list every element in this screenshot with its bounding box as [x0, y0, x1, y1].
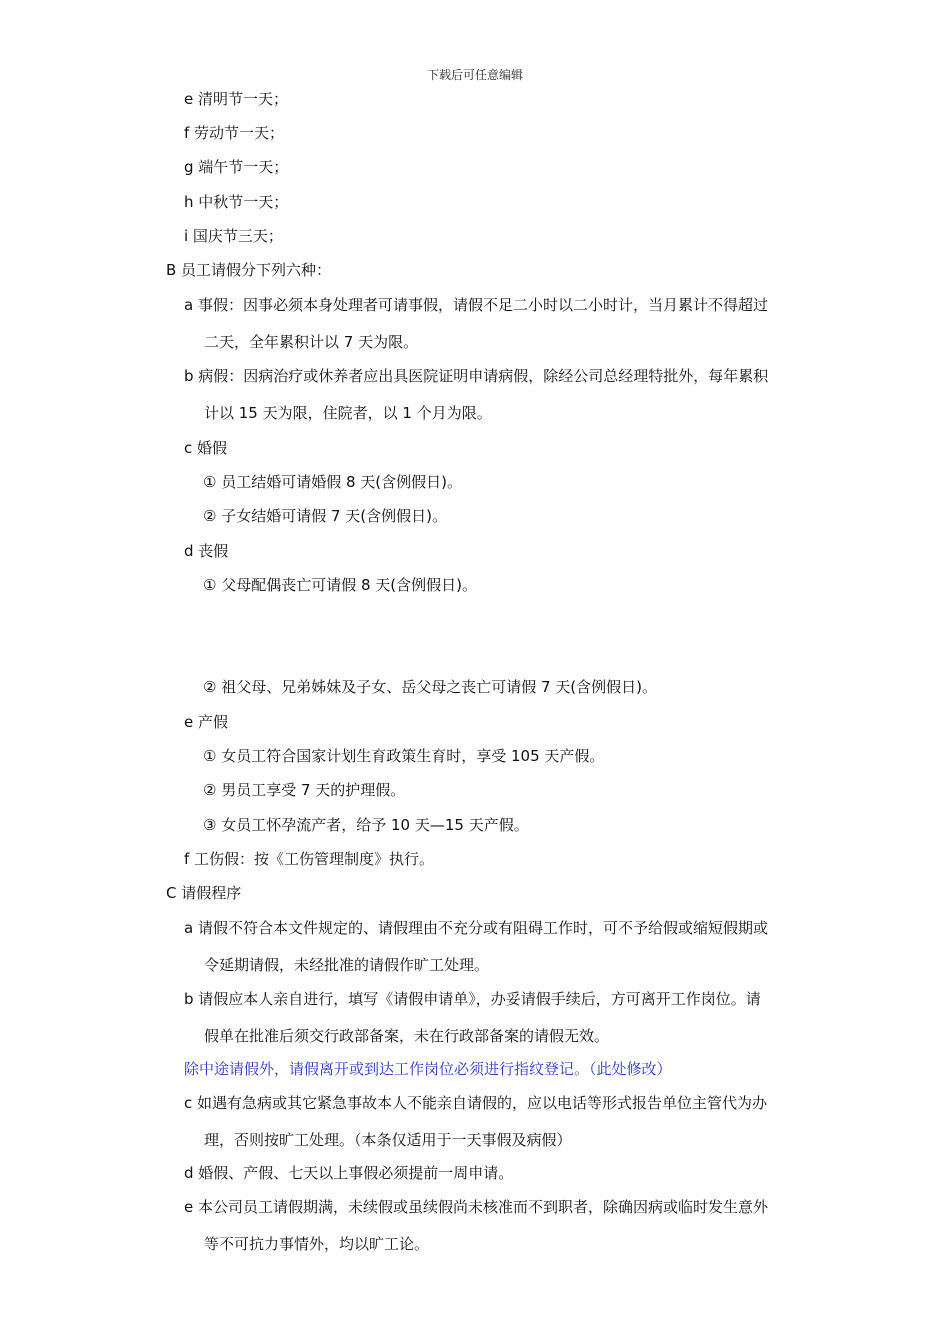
list-item: b 病假：因病治疗或休养者应出具医院证明申请病假，除经公司总经理特批外，每年累积	[184, 367, 769, 385]
list-item-continuation: 令延期请假，未经批准的请假作旷工处理。	[204, 956, 490, 974]
list-item-continuation: 理，否则按旷工处理。（本条仅适用于一天事假及病假）	[204, 1131, 572, 1149]
revision-note: 除中途请假外，请假离开或到达工作岗位必须进行指纹登记。（此处修改）	[184, 1060, 672, 1078]
list-item: g 端午节一天；	[184, 158, 289, 176]
list-item: c 如遇有急病或其它紧急事故本人不能亲自请假的，应以电话等形式报告单位主管代为办	[184, 1094, 768, 1112]
list-item: e 本公司员工请假期满，未续假或虽续假尚未核准而不到职者，除确因病或临时发生意外	[184, 1198, 769, 1216]
section-heading: C 请假程序	[166, 884, 242, 902]
list-item: f 劳动节一天；	[184, 124, 285, 142]
list-item: c 婚假	[184, 439, 228, 457]
list-item: a 请假不符合本文件规定的、请假理由不充分或有阻碍工作时，可不予给假或缩短假期或	[184, 919, 768, 937]
list-item-continuation: 等不可抗力事情外，均以旷工论。	[204, 1235, 430, 1253]
list-item: d 婚假、产假、七天以上事假必须提前一周申请。	[184, 1164, 514, 1182]
sub-item: ② 祖父母、兄弟姊妹及子女、岳父母之丧亡可请假 7 天(含例假日)。	[203, 678, 658, 696]
sub-item: ② 子女结婚可请假 7 天(含例假日)。	[203, 507, 448, 525]
page-header: 下载后可任意编辑	[426, 68, 523, 82]
sub-item: ① 女员工符合国家计划生育政策生育时，享受 105 天产假。	[203, 747, 605, 765]
list-item: a 事假：因事必须本身处理者可请事假，请假不足二小时以二小时计，当月累计不得超过	[184, 296, 768, 314]
list-item-continuation: 二天，全年累积计以 7 天为限。	[204, 333, 419, 351]
sub-item: ① 员工结婚可请婚假 8 天(含例假日)。	[203, 473, 463, 491]
list-item: b 请假应本人亲自进行，填写《请假申请单》，办妥请假手续后，方可离开工作岗位。请	[184, 990, 761, 1008]
list-item: e 清明节一天；	[184, 90, 288, 108]
list-item: e 产假	[184, 713, 228, 731]
sub-item: ③ 女员工怀孕流产者，给予 10 天—15 天产假。	[203, 816, 529, 834]
list-item: f 工伤假：按《工伤管理制度》执行。	[184, 850, 435, 868]
list-item: h 中秋节一天；	[184, 193, 289, 211]
list-item: d 丧假	[184, 542, 229, 560]
list-item-continuation: 假单在批准后须交行政部备案，未在行政部备案的请假无效。	[204, 1027, 610, 1045]
sub-item: ① 父母配偶丧亡可请假 8 天(含例假日)。	[203, 576, 478, 594]
list-item-continuation: 计以 15 天为限，住院者，以 1 个月为限。	[204, 404, 492, 422]
section-heading: B 员工请假分下列六种：	[166, 261, 332, 279]
list-item: i 国庆节三天；	[184, 227, 283, 245]
sub-item: ② 男员工享受 7 天的护理假。	[203, 781, 406, 799]
